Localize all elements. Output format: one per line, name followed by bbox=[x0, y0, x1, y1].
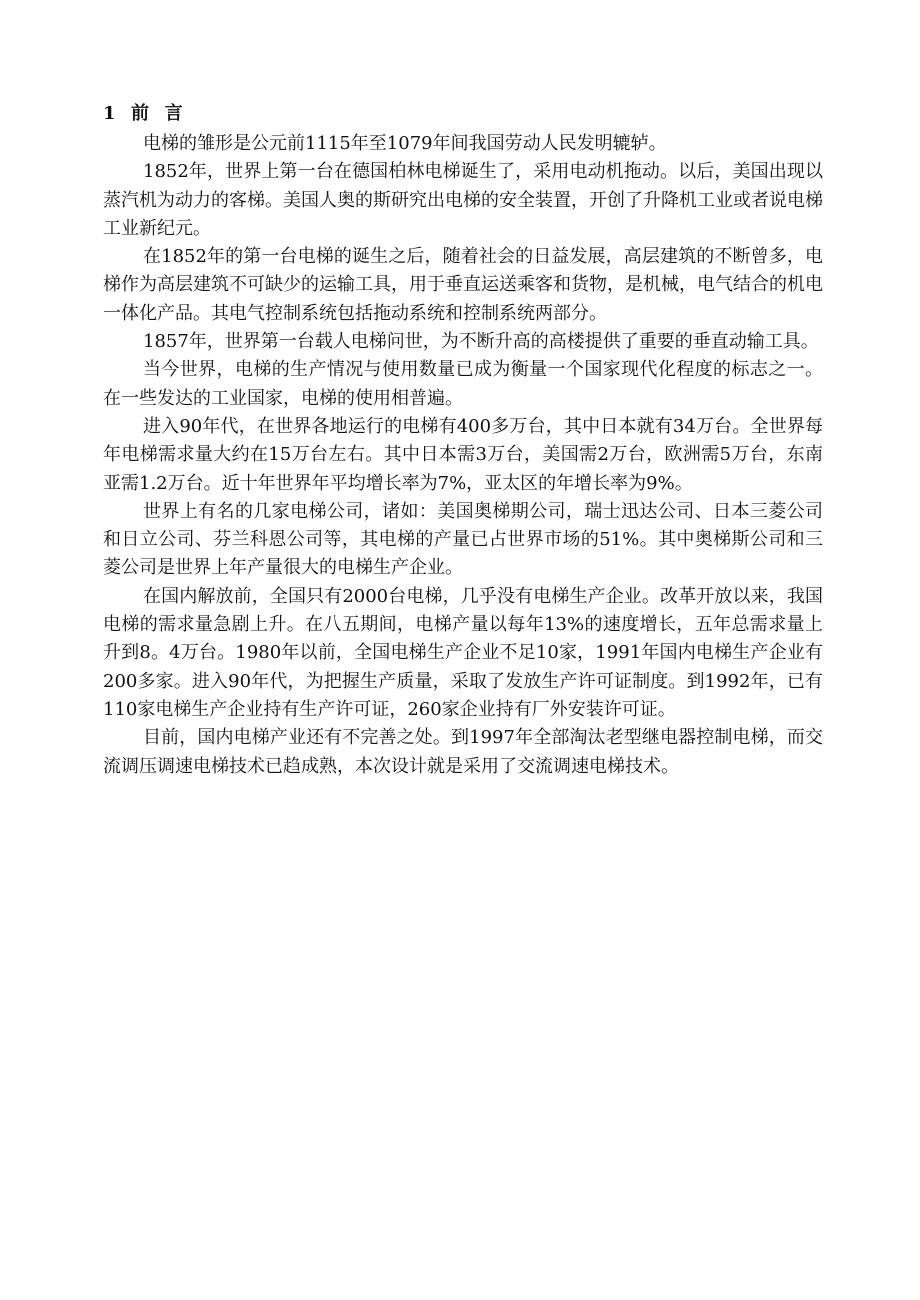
section-heading: 1 前 言 bbox=[103, 103, 184, 124]
paragraph-major-companies: 世界上有名的几家电梯公司，诸如：美国奥梯期公司，瑞士迅达公司、日本三菱公司和日立公司、芬兰科恩公司等，其电梯的产量已占世界市场的51%。其中奥梯斯公司和三菱公司是世界上年产量很大的电梯生产企业。 bbox=[103, 500, 823, 579]
document-body bbox=[103, 100, 823, 781]
paragraph-high-rise-development: 在1852年的第一台电梯的诞生之后，随着社会的日益发展，高层建筑的不断曾多，电梯作为高层建筑不可缺少的运输工具，用于垂直运送乘客和货物，是机械，电气结合的机电一体化产品。其电气控制系统包括拖动系统和控制系统两部分。 bbox=[103, 246, 823, 324]
paragraph-modernization-indicator: 当今世界，电梯的生产情况与使用数量已成为衡量一个国家现代化程度的标志之一。在一些发达的工业国家，电梯的使用相普遍。 bbox=[103, 359, 823, 409]
paragraph-current-status: 目前，国内电梯产业还有不完善之处。到1997年全部淘汰老型继电器控制电梯，而交流调压调速电梯技术已趋成熟，本次设计就是采用了交流调速电梯技术。 bbox=[103, 727, 823, 777]
paragraph-1852-first-elevator: 1852年，世界上第一台在德国柏林电梯诞生了，采用电动机拖动。以后，美国出现以蒸汽机为动力的客梯。美国人奥的斯研究出电梯的安全装置，开创了升降机工业或者说电梯工业新纪元。 bbox=[103, 161, 823, 239]
paragraph-1857-passenger-elevator: 1857年，世界第一台载人电梯问世，为不断升高的高楼提供了重要的垂直动输工具。 bbox=[143, 331, 819, 353]
paragraph-domestic-industry: 在国内解放前，全国只有2000台电梯，几乎没有电梯生产企业。改革开放以来，我国电梯的需求量急剧上升。在八五期间，电梯产量以每年13%的速度增长，五年总需求量上升到8。4万台。1980年以前，全国电梯生产企业不足10家，1991年国内电梯生产企业有200多家。进入90年代，为把握生产质量，采取了发放生产许可证制度。到1992年，已有110家电梯生产企业持有生产许可证，260家企业持有厂外安装许可证。 bbox=[103, 585, 823, 720]
paragraph-origin: 电梯的雏形是公元前1115年至1079年间我国劳动人民发明辘轳。 bbox=[143, 133, 667, 154]
paragraph-90s-statistics: 进入90年代，在世界各地运行的电梯有400多万台，其中日本就有34万台。全世界每年电梯需求量大约在15万台左右。其中日本需3万台，美国需2万台，欧洲需5万台，东南亚需1.2万台。近十年世界年平均增长率为7%，亚太区的年增长率为9%。 bbox=[103, 415, 823, 494]
